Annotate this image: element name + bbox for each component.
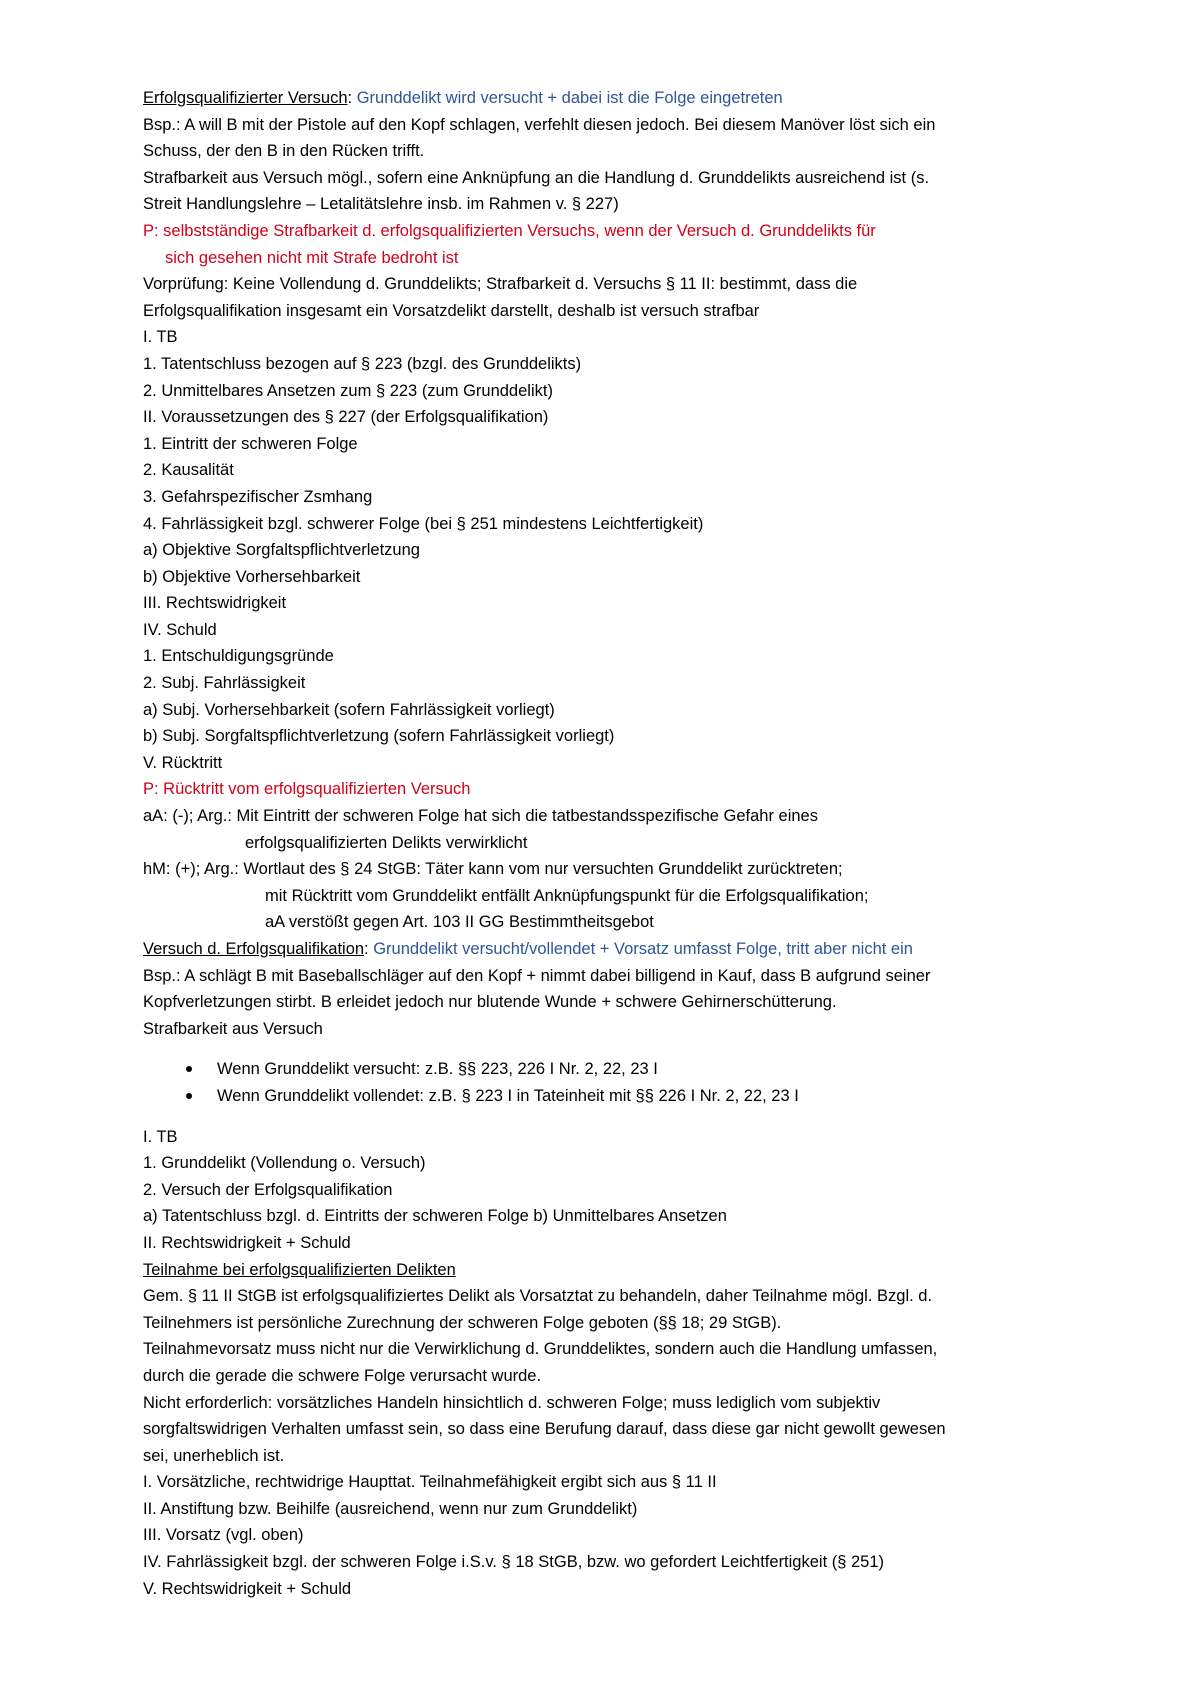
text-line: Vorprüfung: Keine Vollendung d. Grunddelikts; Strafbarkeit d. Versuchs § 11 II: bestimmt, dass die bbox=[143, 275, 858, 294]
outline-item: 1. Tatentschluss bezogen auf § 223 (bzgl. des Grunddelikts) bbox=[143, 354, 582, 373]
outline-item: 3. Gefahrspezifischer Zsmhang bbox=[143, 487, 373, 506]
text-line: Nicht erforderlich: vorsätzliches Handeln hinsichtlich d. schweren Folge; muss lediglich vom subjektiv bbox=[143, 1393, 881, 1412]
outline-item: b) Objektive Vorhersehbarkeit bbox=[143, 567, 361, 586]
heading-description: Grunddelikt versucht/vollendet + Vorsatz umfasst Folge, tritt aber nicht ein bbox=[368, 940, 913, 958]
outline-item: II. Anstiftung bzw. Beihilfe (ausreichend, wenn nur zum Grunddelikt) bbox=[143, 1499, 638, 1518]
outline-item: 2. Kausalität bbox=[143, 461, 234, 480]
text-line: durch die gerade die schwere Folge verursacht wurde. bbox=[143, 1366, 542, 1385]
outline-item: a) Tatentschluss bzgl. d. Eintritts der schweren Folge b) Unmittelbares Ansetzen bbox=[143, 1207, 727, 1226]
heading-colon: : bbox=[364, 940, 369, 958]
outline-item: 4. Fahrlässigkeit bzgl. schwerer Folge (bei § 251 mindestens Leichtfertigkeit) bbox=[143, 514, 704, 533]
argument-line: hM: (+); Arg.: Wortlaut des § 24 StGB: Täter kann vom nur versuchten Grunddelikt zurücktreten; bbox=[143, 860, 843, 879]
text-line: Teilnahmevorsatz muss nicht nur die Verwirklichung d. Grunddeliktes, sondern auch die Handlung umfassen, bbox=[143, 1340, 938, 1359]
argument-line: aA verstößt gegen Art. 103 II GG Bestimmtheitsgebot bbox=[265, 913, 654, 932]
bullet-icon bbox=[186, 1066, 192, 1072]
outline-item: 2. Unmittelbares Ansetzen zum § 223 (zum Grunddelikt) bbox=[143, 381, 553, 400]
text-line: Strafbarkeit aus Versuch bbox=[143, 1019, 323, 1038]
bullet-icon bbox=[186, 1093, 192, 1099]
outline-item: V. Rücktritt bbox=[143, 753, 223, 772]
outline-item: 1. Eintritt der schweren Folge bbox=[143, 434, 358, 453]
outline-item: V. Rechtswidrigkeit + Schuld bbox=[143, 1579, 352, 1598]
outline-item: II. Rechtswidrigkeit + Schuld bbox=[143, 1233, 351, 1252]
argument-line: mit Rücktritt vom Grunddelikt entfällt Anknüpfungspunkt für die Erfolgsqualifikation; bbox=[265, 886, 869, 905]
problem-line: P: selbstständige Strafbarkeit d. erfolgsqualifizierten Versuchs, wenn der Versuch d. Grunddelikts für bbox=[143, 221, 876, 240]
heading-text: Versuch d. Erfolgsqualifikation bbox=[143, 940, 365, 958]
text-line: Teilnehmers ist persönliche Zurechnung der schweren Folge geboten (§§ 18; 29 StGB). bbox=[143, 1313, 782, 1332]
argument-line: aA: (-); Arg.: Mit Eintritt der schweren Folge hat sich die tatbestandsspezifische Gefahr eines bbox=[143, 807, 818, 826]
outline-item: I. TB bbox=[143, 1127, 178, 1146]
outline-item: a) Subj. Vorhersehbarkeit (sofern Fahrlässigkeit vorliegt) bbox=[143, 700, 555, 719]
text-line: Gem. § 11 II StGB ist erfolgsqualifiziertes Delikt als Vorsatztat zu behandeln, daher Teilnahme mögl. Bzgl. d. bbox=[143, 1287, 933, 1306]
example-line: Bsp.: A will B mit der Pistole auf den Kopf schlagen, verfehlt diesen jedoch. Bei diesem Manöver löst sich ein bbox=[143, 115, 936, 134]
outline-item: III. Rechtswidrigkeit bbox=[143, 594, 287, 613]
document-page bbox=[143, 85, 1103, 1602]
example-line: Bsp.: A schlägt B mit Baseballschläger auf den Kopf + nimmt dabei billigend in Kauf, dass B aufgrund seiner bbox=[143, 966, 931, 985]
outline-item: I. Vorsätzliche, rechtwidrige Haupttat. Teilnahmefähigkeit ergibt sich aus § 11 II bbox=[143, 1473, 717, 1492]
heading-description: Grunddelikt wird versucht + dabei ist die Folge eingetreten bbox=[352, 89, 783, 107]
problem-line: sich gesehen nicht mit Strafe bedroht ist bbox=[165, 248, 459, 267]
outline-item: 2. Versuch der Erfolgsqualifikation bbox=[143, 1180, 393, 1199]
bullet-text: Wenn Grunddelikt vollendet: z.B. § 223 I in Tateinheit mit §§ 226 I Nr. 2, 22, 23 I bbox=[217, 1086, 799, 1105]
bullet-item bbox=[143, 1083, 1103, 1110]
outline-item: I. TB bbox=[143, 328, 178, 347]
outline-item: II. Voraussetzungen des § 227 (der Erfolgsqualifikation) bbox=[143, 408, 549, 427]
text-line: sei, unerheblich ist. bbox=[143, 1446, 285, 1465]
bullet-text: Wenn Grunddelikt versucht: z.B. §§ 223, 226 I Nr. 2, 22, 23 I bbox=[217, 1060, 658, 1079]
heading-colon: : bbox=[347, 89, 353, 107]
heading-text: Erfolgsqualifizierter Versuch bbox=[143, 89, 348, 107]
outline-item: IV. Schuld bbox=[143, 620, 217, 639]
outline-item: 1. Entschuldigungsgründe bbox=[143, 647, 334, 666]
example-line: Kopfverletzungen stirbt. B erleidet jedoch nur blutende Wunde + schwere Gehirnerschütterung. bbox=[143, 993, 837, 1012]
argument-line: erfolgsqualifizierten Delikts verwirklicht bbox=[245, 833, 528, 852]
text-line: Streit Handlungslehre – Letalitätslehre insb. im Rahmen v. § 227) bbox=[143, 195, 619, 214]
outline-item: III. Vorsatz (vgl. oben) bbox=[143, 1526, 304, 1545]
text-line: Erfolgsqualifikation insgesamt ein Vorsatzdelikt darstellt, deshalb ist versuch strafbar bbox=[143, 301, 760, 320]
section-heading-teilnahme: Teilnahme bei erfolgsqualifizierten Delikten bbox=[143, 1260, 456, 1279]
bullet-item bbox=[143, 1056, 1103, 1083]
outline-item: b) Subj. Sorgfaltspflichtverletzung (sofern Fahrlässigkeit vorliegt) bbox=[143, 727, 615, 746]
text-line: Strafbarkeit aus Versuch mögl., sofern eine Anknüpfung an die Handlung d. Grunddelikts ausreichend ist (s. bbox=[143, 168, 930, 187]
outline-item: 1. Grunddelikt (Vollendung o. Versuch) bbox=[143, 1154, 426, 1173]
text-line: sorgfaltswidrigen Verhalten umfasst sein, so dass eine Berufung darauf, dass diese gar nicht gewollt gewesen bbox=[143, 1420, 946, 1439]
outline-item: 2. Subj. Fahrlässigkeit bbox=[143, 674, 306, 693]
outline-item: a) Objektive Sorgfaltspflichtverletzung bbox=[143, 541, 420, 560]
section-heading-erfolgsqualifizierter-versuch bbox=[143, 85, 1103, 112]
example-line: Schuss, der den B in den Rücken trifft. bbox=[143, 142, 425, 161]
bullet-list bbox=[143, 1056, 1103, 1109]
problem-line: P: Rücktritt vom erfolgsqualifizierten Versuch bbox=[143, 780, 471, 799]
outline-item: IV. Fahrlässigkeit bzgl. der schweren Folge i.S.v. § 18 StGB, bzw. wo gefordert Leichtfertigkeit (§ 251) bbox=[143, 1553, 885, 1572]
section-heading-versuch-erfolgsqualifikation bbox=[143, 936, 1103, 963]
